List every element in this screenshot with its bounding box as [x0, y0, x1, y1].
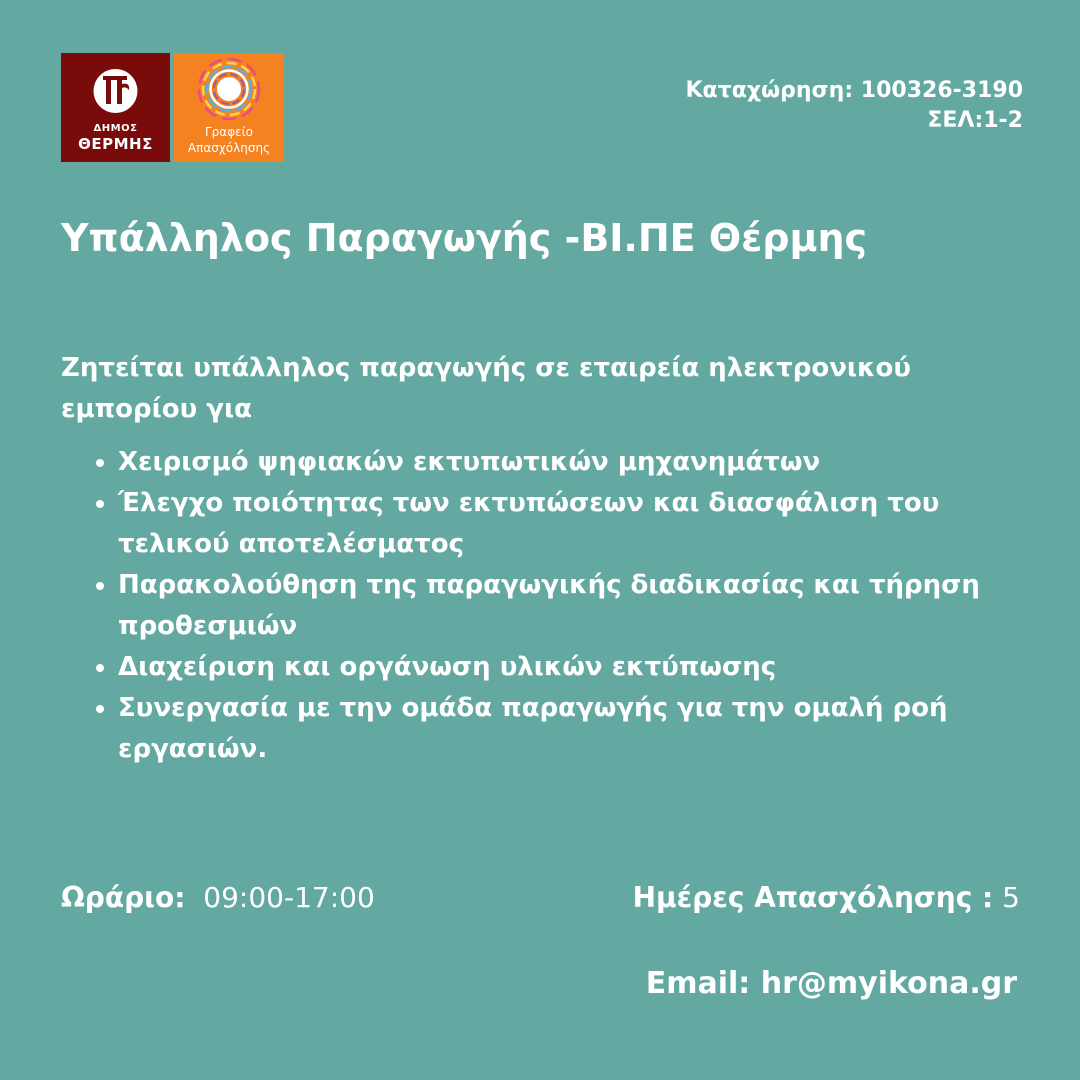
municipality-logo — [61, 53, 170, 162]
page-indicator: ΣΕΛ:1-2 — [927, 108, 1023, 133]
employment-office-logo-line1: Γραφείο — [204, 125, 254, 139]
working-hours — [61, 881, 375, 914]
duty-item: • Παρακολούθηση της παραγωγικής διαδικασίας και τήρηση προθεσμιών — [118, 565, 1058, 647]
days-label: Ημέρες Απασχόλησης : — [632, 881, 994, 914]
duty-item: • Έλεγχο ποιότητας των εκτυπώσεων και διασφάλιση του τελικού αποτελέσματος — [118, 483, 1058, 565]
duty-item: • Διαχείριση και οργάνωση υλικών εκτύπωσης — [118, 647, 1058, 688]
registration-number: Καταχώρηση: 100326-3190 — [685, 78, 1023, 103]
municipality-emblem-icon — [61, 53, 170, 123]
working-days — [633, 881, 1020, 914]
contact-email: Email: hr@myikona.gr — [645, 966, 1017, 1001]
rings-icon — [174, 53, 284, 125]
hours-label: Ωράριο: — [61, 881, 186, 914]
job-intro: Ζητείται υπάλληλος παραγωγής σε εταιρεία ηλεκτρονικού εμπορίου για — [61, 353, 911, 424]
employment-office-logo-line2: Απασχόλησης — [187, 141, 271, 155]
municipality-logo-name: ΘΕΡΜΗΣ — [78, 135, 153, 153]
registration-info — [686, 76, 1024, 136]
duties-list — [80, 442, 1058, 770]
job-title: Υπάλληλος Παραγωγής -ΒΙ.ΠΕ Θέρμης — [61, 216, 868, 260]
employment-office-logo — [174, 53, 284, 162]
hours-value: 09:00-17:00 — [203, 881, 375, 914]
municipality-logo-small-text: ΔΗΜΟΣ — [93, 123, 138, 134]
duty-item: • Συνεργασία με την ομάδα παραγωγής για την ομαλή ροή εργασιών. — [118, 688, 1058, 770]
days-value: 5 — [1002, 881, 1020, 914]
duty-item: • Χειρισμό ψηφιακών εκτυπωτικών μηχανημάτων — [118, 442, 1058, 483]
